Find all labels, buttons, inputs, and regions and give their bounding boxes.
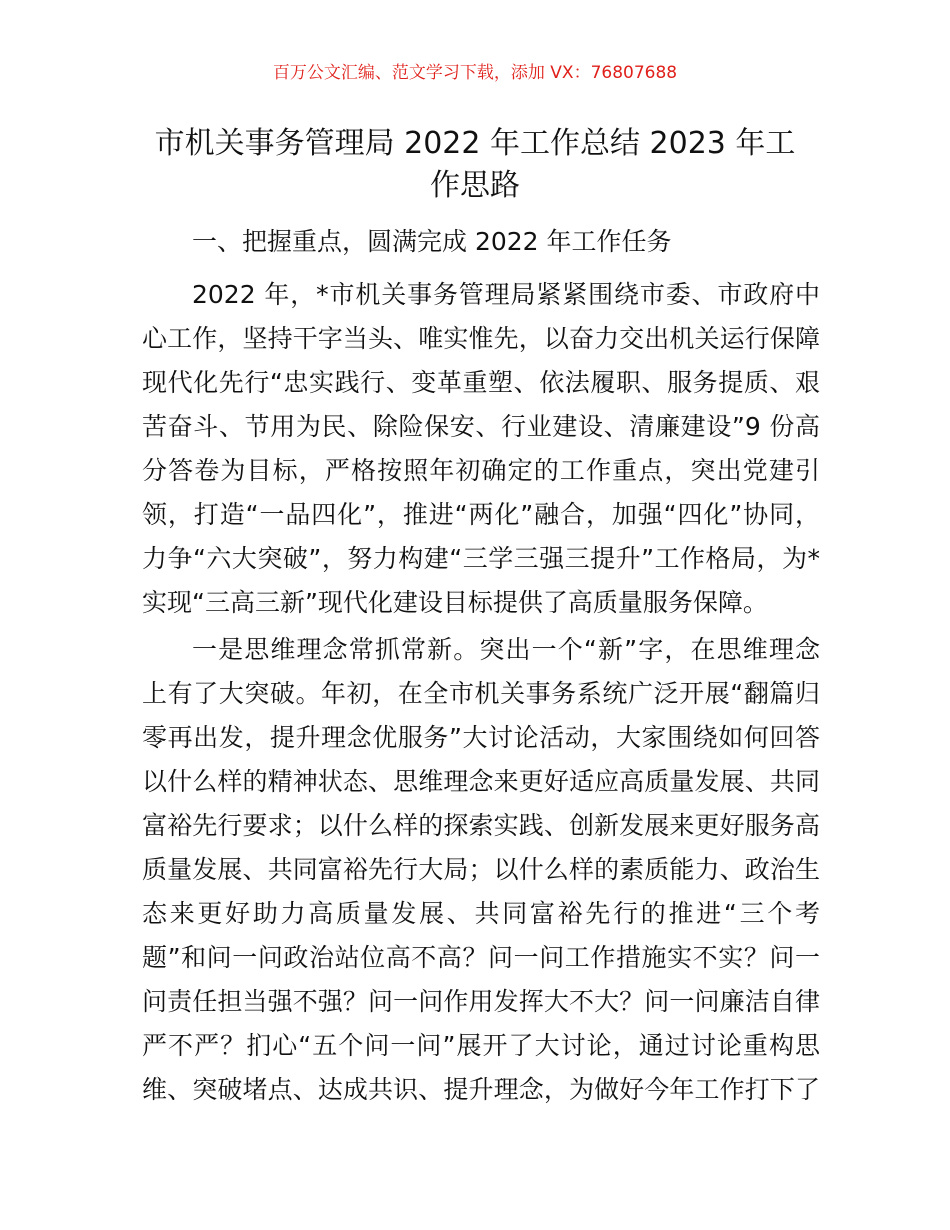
paragraph-line: 富裕先行要求；以什么样的探索实践、创新发展来更好服务高 bbox=[142, 811, 820, 840]
paragraph-line: 苦奋斗、节用为民、除险保安、行业建设、清廉建设”9 份高 bbox=[142, 412, 820, 441]
paragraph-line: 上有了大突破。年初，在全市机关事务系统广泛开展“翻篇归 bbox=[142, 679, 820, 708]
paragraph-line: 以什么样的精神状态、思维理念来更好适应高质量发展、共同 bbox=[142, 767, 820, 796]
paragraph-line: 力争“六大突破”，努力构建“三学三强三提升”工作格局，为* bbox=[142, 544, 820, 573]
paragraph-line: 维、突破堵点、达成共识、提升理念，为做好今年工作打下了 bbox=[142, 1075, 820, 1104]
paragraph-line: 心工作，坚持干字当头、唯实惟先，以奋力交出机关运行保障 bbox=[142, 324, 820, 353]
paragraph-line: 一是思维理念常抓常新。突出一个“新”字，在思维理念 bbox=[192, 635, 820, 664]
paragraph-line: 态来更好助力高质量发展、共同富裕先行的推进“三个考 bbox=[142, 899, 820, 928]
watermark-banner: 百万公文汇编、范文学习下载，添加 VX：76807688 bbox=[272, 63, 678, 83]
document-title-line-1: 市机关事务管理局 2022 年工作总结 2023 年工 bbox=[154, 126, 796, 161]
paragraph-line: 分答卷为目标，严格按照年初确定的工作重点，突出党建引 bbox=[142, 456, 820, 485]
paragraph-line: 严不严？扪心“五个问一问”展开了大讨论，通过讨论重构思 bbox=[142, 1031, 820, 1060]
paragraph-line: 问责任担当强不强？问一问作用发挥大不大？问一问廉洁自律 bbox=[142, 987, 820, 1016]
paragraph-line: 领，打造“一品四化”，推进“两化”融合，加强“四化”协同， bbox=[142, 500, 820, 529]
paragraph-line: 2022 年，*市机关事务管理局紧紧围绕市委、市政府中 bbox=[192, 280, 820, 309]
section-heading: 一、把握重点，圆满完成 2022 年工作任务 bbox=[192, 227, 672, 256]
paragraph-line: 质量发展、共同富裕先行大局；以什么样的素质能力、政治生 bbox=[142, 855, 820, 884]
paragraph-line: 零再出发，提升理念优服务”大讨论活动，大家围绕如何回答 bbox=[142, 723, 820, 752]
paragraph-line: 题”和问一问政治站位高不高？问一问工作措施实不实？问一 bbox=[142, 943, 820, 972]
document-title-line-2: 作思路 bbox=[430, 168, 520, 203]
paragraph-line: 现代化先行“忠实践行、变革重塑、依法履职、服务提质、艰 bbox=[142, 368, 820, 397]
paragraph-line: 实现“三高三新”现代化建设目标提供了高质量服务保障。 bbox=[142, 588, 768, 617]
